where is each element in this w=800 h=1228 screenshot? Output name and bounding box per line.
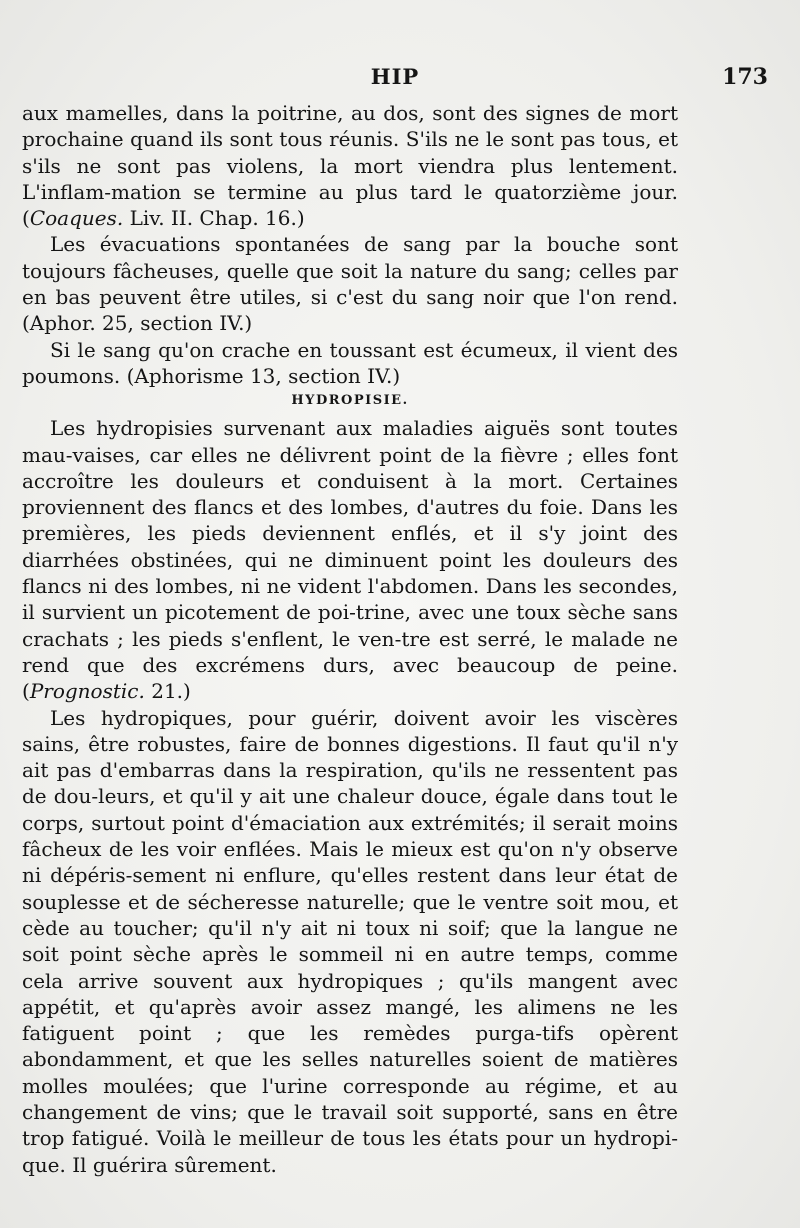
paragraph (22, 415, 678, 704)
citation-italic: Prognostic. (29, 679, 145, 704)
paragraph-text: 21.) (144, 679, 191, 704)
paragraph: Les évacuations spontanées de sang par la bouche sont toujours fâcheuses, quelle que soit la nature du sang; celles par en bas peuvent être utiles, si c'est du sang noir que l'on rend. (Aphor. 25, section IV.) (22, 232, 678, 336)
section-title: HYDROPISIE. (291, 393, 409, 409)
paragraph: Si le sang qu'on crache en toussant est écumeux, il vient des poumons. (Aphorisme 13, section IV.) (22, 337, 678, 388)
page-header (22, 64, 768, 98)
paragraph-continued (22, 100, 678, 231)
paragraph-text: Les hydropisies survenant aux maladies aiguës sont toutes mau-vaises, car elles ne délivrent point de la fièvre ; elles font accroître les douleurs et conduisent à la mort. Certaines proviennent des flancs et des lombes, d'autres du foie. Dans les premières, les pieds deviennent enflés, et il s'y joint des diarrhées obstinées, qui ne diminuent point les douleurs des flancs ni des lombes, ni ne vident l'abdomen. Dans les secondes, il survient un picotement de poi-trine, avec une toux sèche sans crachats ; les pieds s'enflent, le ven-tre est serré, le malade ne rend que des excrémens durs, avec beaucoup de peine. ( (22, 416, 678, 704)
page-body (22, 100, 678, 1178)
running-head: HIP (370, 64, 420, 89)
paragraph-text: aux mamelles, dans la poitrine, au dos, sont des signes de mort prochaine quand ils sont tous réunis. S'ils ne le sont pas tous, et s'ils ne sont pas violens, la mort viendra plus lentement. L'inflam-mation se termine au plus tard le quatorzième jour. ( (22, 101, 678, 231)
paragraph: Les hydropiques, pour guérir, doivent avoir les viscères sains, être robustes, faire de bonnes digestions. Il faut qu'il n'y ait pas d'embarras dans la respiration, qu'ils ne ressentent pas de dou-leurs, et qu'il y ait une chaleur douce, égale dans tout le corps, surtout point d'émaciation aux extrémités; il serait moins fâcheux de les voir enflées. Mais le mieux est qu'on n'y observe ni dépéris-sement ni enflure, qu'elles restent dans leur état de souplesse et de sécheresse naturelle; que le ventre soit mou, et cède au toucher; qu'il n'y ait ni toux ni soif; que la langue ne soit point sèche après le sommeil ni en autre temps, comme cela arrive souvent aux hydropiques ; qu'ils mangent avec appétit, et qu'après avoir assez mangé, les alimens ne les fatiguent point ; que les remèdes purga-tifs opèrent abondamment, et que les selles naturelles soient de matières molles moulées; que l'urine corresponde au régime, et au changement de vins; que le travail soit supporté, sans en être trop fatigué. Voilà le meilleur de tous les états pour un hydropi-que. Il guérira sûrement. (22, 705, 678, 1177)
page-number: 173 (722, 64, 768, 90)
paragraph-text: Liv. II. Chap. 16.) (123, 206, 305, 231)
citation-italic: Coaques. (29, 206, 124, 231)
